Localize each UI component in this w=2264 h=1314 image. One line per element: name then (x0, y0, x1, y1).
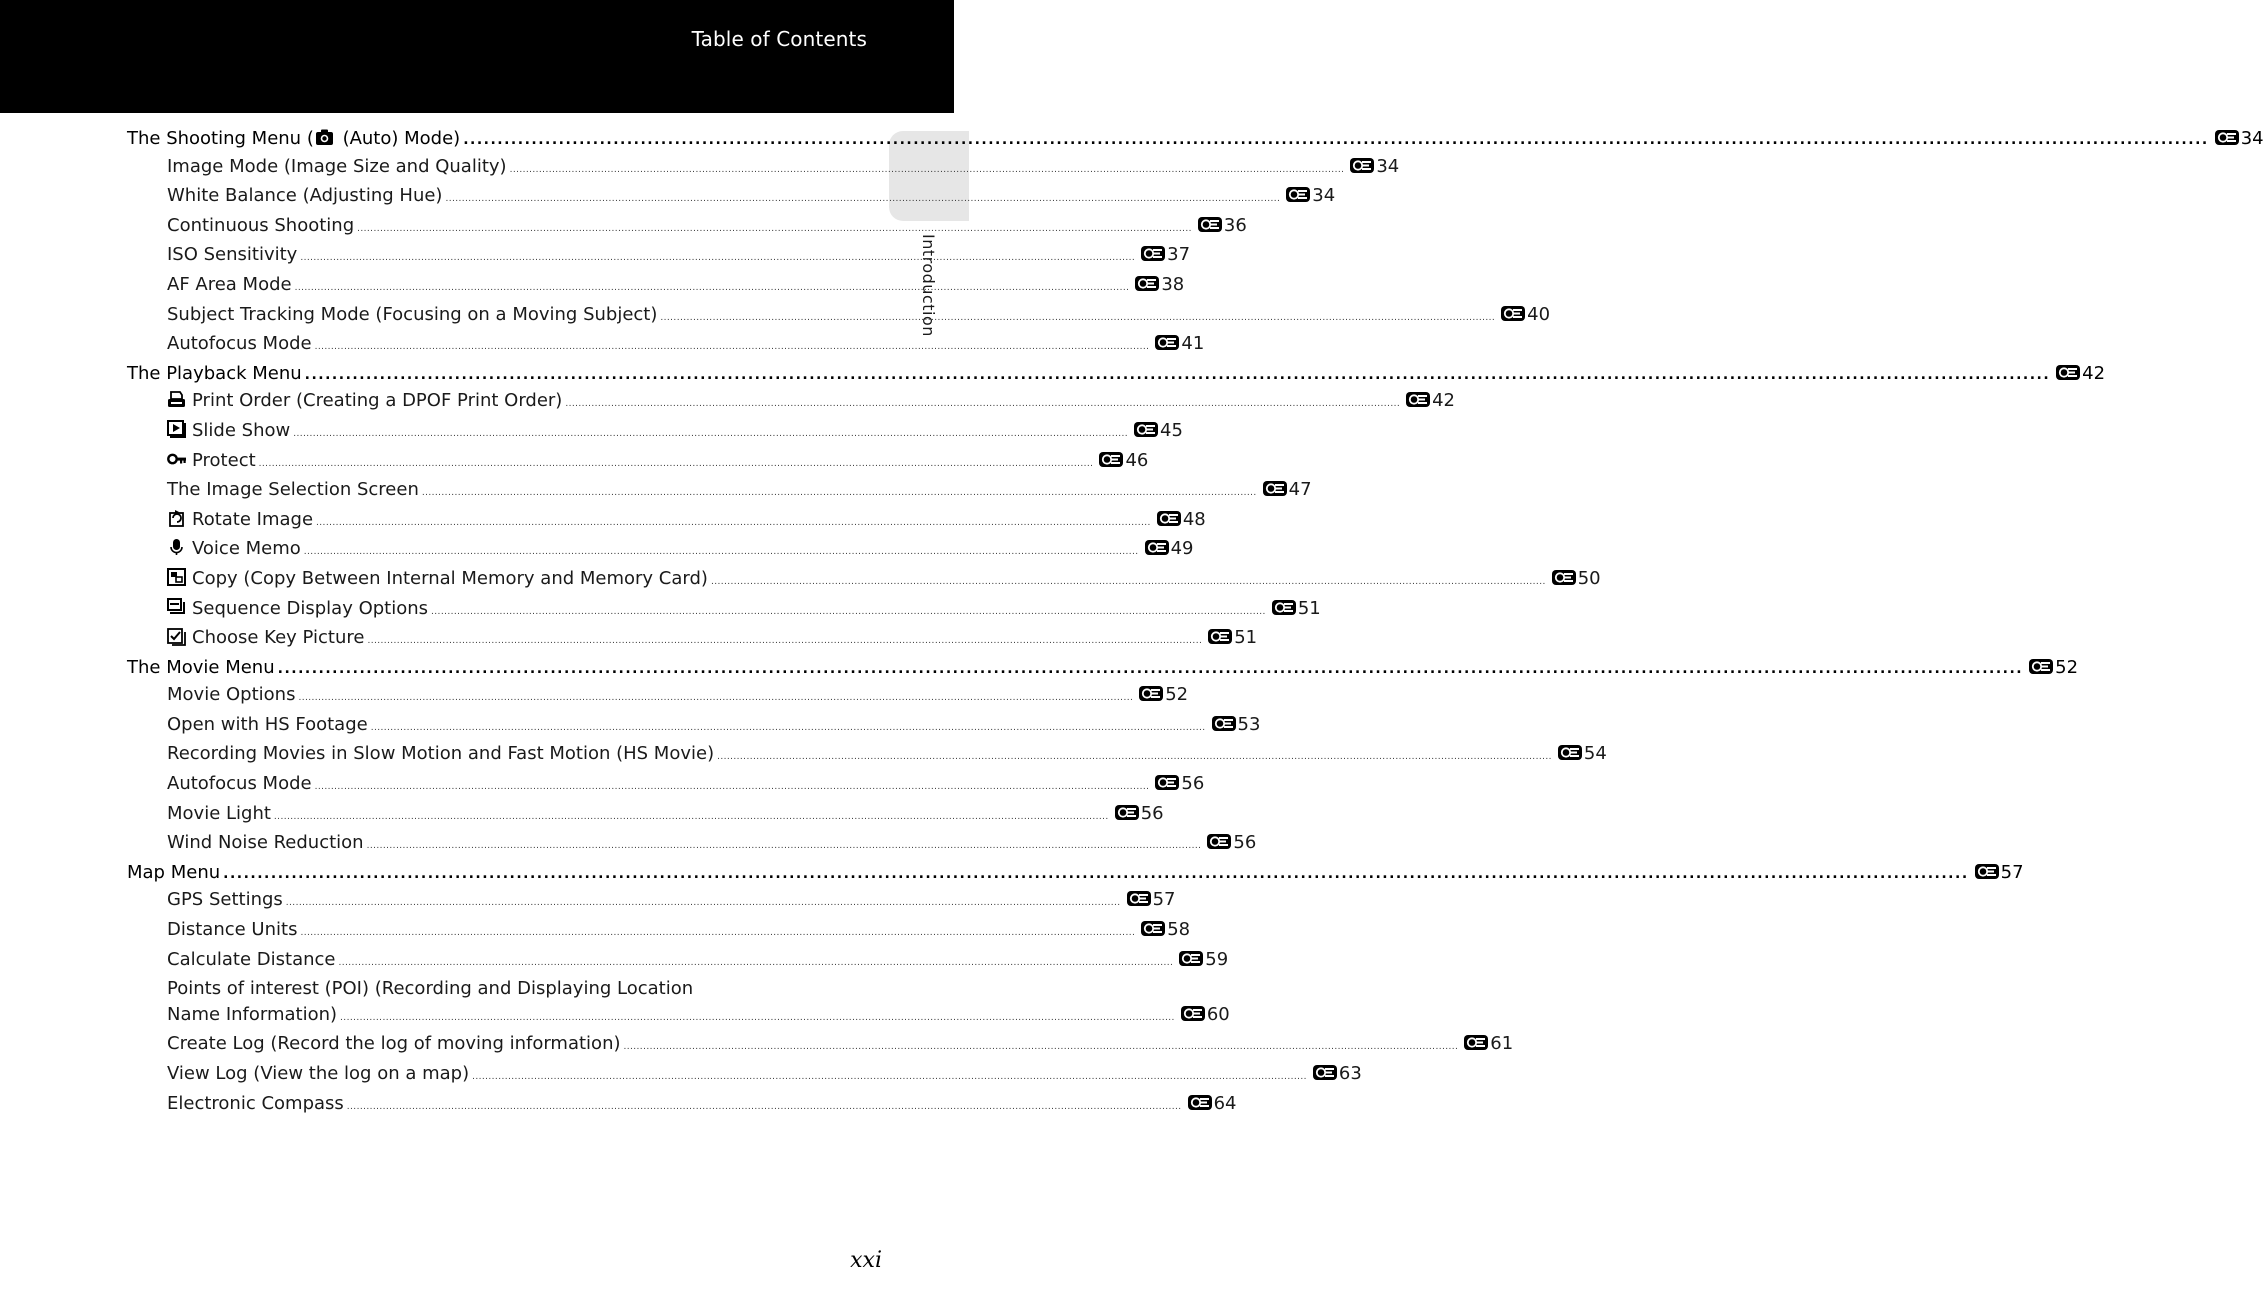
reference-section-icon (1208, 629, 1232, 644)
toc-entry-title-text: Open with HS Footage (167, 713, 368, 735)
dot-leader: ................................................................................................................................................................................................................................................................ (258, 458, 1094, 469)
toc-page-ref[interactable] (1139, 682, 1188, 708)
toc-entry-title (167, 741, 714, 767)
slide-show-icon (167, 420, 186, 438)
microphone-icon (167, 538, 186, 556)
toc-entry-title-text: Print Order (Creating a DPOF Print Order) (192, 390, 563, 412)
dot-leader: ................................................................................................................................................................................................................................................................ (294, 282, 1130, 293)
toc-entry-title-text: White Balance (Adjusting Hue) (167, 185, 443, 207)
page-number-value: 49 (1170, 538, 1194, 560)
toc-entry[interactable] (127, 1061, 1362, 1091)
toc-entry[interactable] (127, 712, 1261, 742)
toc-entry-title-text: Protect (192, 449, 256, 471)
toc-entry-title (127, 860, 220, 886)
toc-entry-title (167, 801, 271, 827)
page-number-value: 34 (1376, 155, 1400, 177)
reference-section-icon (1145, 540, 1169, 555)
toc-entry[interactable] (127, 741, 1607, 771)
toc-entry-title-text: The Image Selection Screen (167, 479, 419, 501)
dot-leader: ................................................................................................................................................................................................................................................................ (304, 366, 2051, 383)
reference-section-icon (1127, 891, 1151, 906)
dot-leader: ................................................................................................................................................................................................................................................................ (367, 636, 1203, 647)
toc-entry-title (167, 302, 657, 328)
dot-leader: ................................................................................................................................................................................................................................................................ (660, 312, 1496, 323)
toc-section[interactable] (127, 126, 2264, 154)
toc-page-ref[interactable] (1115, 801, 1164, 827)
toc-entry-title-text: Image Mode (Image Size and Quality) (167, 155, 507, 177)
toc-entry-title-part: The Shooting Menu ( (127, 128, 314, 149)
toc-entry-title (167, 1091, 344, 1117)
toc-entry[interactable] (127, 1091, 1237, 1121)
toc-entry-title-text: Autofocus Mode (167, 773, 312, 795)
reference-section-icon (1263, 481, 1287, 496)
protect-key-icon (167, 450, 186, 468)
toc-entry-title-text: Voice Memo (192, 538, 301, 560)
reference-section-icon (1181, 1006, 1205, 1021)
page-number-value: 57 (1152, 889, 1176, 911)
toc-entry-title-text: Sequence Display Options (192, 597, 429, 619)
toc-page-ref[interactable] (1558, 741, 1607, 767)
sequence-display-icon (167, 598, 186, 616)
page-number-value: 53 (1237, 713, 1261, 735)
toc-entry-title-line: Points of interest (POI) (Recording and Displaying Location (167, 978, 694, 1000)
toc-entry-title-text: Name Information) (167, 1003, 338, 1025)
toc-entry-title-text: The Movie Menu (127, 656, 275, 678)
toc-entry-title (127, 361, 302, 387)
page-number-value: 34 (1312, 185, 1336, 207)
rotate-image-icon (167, 509, 186, 527)
toc-entry-title-text: View Log (View the log on a map) (167, 1063, 470, 1084)
page-number-value: 42 (1432, 390, 1456, 412)
toc-section[interactable] (127, 860, 2024, 888)
toc-page-ref[interactable] (2056, 361, 2105, 387)
toc-page-ref[interactable] (1212, 712, 1261, 738)
toc-entry-title-text: GPS Settings (167, 889, 283, 911)
page-number-value: 60 (1206, 1003, 1230, 1025)
toc-entry-title-text: The Playback Menu (127, 362, 302, 384)
page-number-value: 47 (1288, 479, 1312, 501)
toc-entry-title (167, 154, 507, 180)
reference-section-icon (1141, 921, 1165, 936)
page-number-value: 48 (1182, 508, 1206, 530)
toc-entry[interactable] (127, 302, 1551, 332)
dot-leader: ................................................................................................................................................................................................................................................................ (370, 722, 1206, 733)
toc-section[interactable] (127, 655, 2079, 683)
toc-entry-title-text: Create Log (Record the log of moving information) (167, 1033, 621, 1055)
toc-entry-title (167, 712, 368, 738)
toc-page-ref[interactable] (1188, 1091, 1237, 1117)
toc-page-ref[interactable] (1263, 477, 1312, 503)
toc-entry-title (127, 126, 460, 152)
reference-section-icon (1406, 392, 1430, 407)
reference-section-icon (1552, 570, 1576, 585)
toc-entry-title-text: Slide Show (192, 419, 291, 441)
toc-page-ref[interactable] (1141, 242, 1190, 268)
toc-entry[interactable] (127, 183, 1336, 213)
dot-leader: ................................................................................................................................................................................................................................................................ (314, 342, 1150, 353)
toc-page-ref[interactable] (1286, 183, 1335, 209)
toc-entry-title (167, 272, 292, 298)
toc-page-ref[interactable] (1155, 331, 1204, 357)
toc-entry-title (167, 830, 364, 856)
toc-entry-title (167, 917, 297, 943)
toc-page-ref[interactable] (2215, 126, 2264, 152)
dot-leader: ................................................................................................................................................................................................................................................................ (717, 752, 1552, 763)
dot-leader: ................................................................................................................................................................................................................................................................ (366, 841, 1202, 852)
toc-entry-title-text: Electronic Compass (167, 1092, 344, 1114)
toc-entry-title (167, 596, 428, 622)
toc-page-ref[interactable] (1207, 830, 1256, 856)
reference-section-icon (1134, 422, 1158, 437)
reference-section-icon (1198, 217, 1222, 232)
page-number-value: 41 (1181, 333, 1205, 355)
page-header (0, 0, 954, 113)
toc-entry-title (167, 771, 312, 797)
toc-entry-title-text: Movie Light (167, 802, 271, 824)
reference-section-icon (1141, 246, 1165, 261)
toc-entry[interactable] (127, 625, 1258, 655)
dot-leader: ................................................................................................................................................................................................................................................................ (277, 660, 2024, 677)
toc-entry-title (167, 625, 364, 651)
toc-entry-title (167, 418, 290, 444)
toc-page-ref[interactable] (2029, 655, 2078, 681)
toc-entry[interactable] (127, 272, 1185, 302)
page-number-value: 59 (1205, 948, 1229, 970)
dot-leader: ................................................................................................................................................................................................................................................................ (509, 164, 1345, 175)
toc-entry[interactable] (127, 801, 1164, 831)
toc-entry[interactable] (127, 154, 1400, 184)
page-number-value: 40 (1527, 303, 1551, 325)
page-number-value: 56 (1140, 802, 1164, 824)
dot-leader: ................................................................................................................................................................................................................................................................ (346, 1101, 1182, 1112)
toc-entry[interactable] (127, 596, 1321, 626)
reference-section-icon (2215, 130, 2239, 145)
toc-page-ref[interactable] (1157, 507, 1206, 533)
toc-entry-title-text: Continuous Shooting (167, 214, 355, 236)
toc-page-ref[interactable] (1406, 388, 1455, 414)
reference-section-icon (1558, 745, 1582, 760)
dot-leader: ................................................................................................................................................................................................................................................................ (357, 223, 1192, 234)
reference-section-icon (1099, 452, 1123, 467)
toc-entry-title (167, 388, 562, 414)
toc-entry-title-text: Subject Tracking Mode (Focusing on a Moving Subject) (167, 303, 658, 325)
reference-section-icon (1157, 511, 1181, 526)
reference-section-icon (1135, 276, 1159, 291)
toc-page-ref[interactable] (1179, 947, 1228, 973)
page-number-value: 50 (1577, 567, 1601, 589)
toc-entry-title (167, 448, 256, 474)
toc-page-ref[interactable] (1552, 566, 1601, 592)
reference-section-icon (1155, 335, 1179, 350)
dot-leader: ................................................................................................................................................................................................................................................................ (431, 606, 1266, 617)
toc-page-ref[interactable] (1208, 625, 1257, 651)
toc-entry[interactable] (127, 418, 1183, 448)
toc-entry-title (167, 477, 419, 503)
page-number-value: 45 (1160, 419, 1183, 441)
toc-entry[interactable] (127, 1031, 1514, 1061)
toc-page-ref[interactable] (1155, 771, 1204, 797)
dot-leader: ................................................................................................................................................................................................................................................................ (285, 898, 1121, 909)
reference-section-icon (2029, 659, 2053, 674)
page-number-value: 64 (1213, 1092, 1237, 1114)
dot-leader: ................................................................................................................................................................................................................................................................ (293, 428, 1128, 439)
dot-leader: ................................................................................................................................................................................................................................................................ (445, 194, 1281, 205)
toc-page-ref[interactable] (1135, 272, 1184, 298)
camera-icon (315, 128, 334, 146)
toc-entry[interactable] (127, 771, 1205, 801)
toc-entry-title-text: Recording Movies in Slow Motion and Fast Motion (HS Movie) (167, 743, 715, 765)
toc-entry-title-text: Calculate Distance (167, 948, 336, 970)
toc-entry-title (167, 213, 354, 239)
toc-page-ref[interactable] (1975, 860, 2024, 886)
page-number-value: 52 (1165, 684, 1189, 706)
page-number-value: 56 (1233, 832, 1257, 854)
reference-section-icon (1212, 716, 1236, 731)
toc-entry-title-text: Movie Options (167, 684, 296, 706)
toc-entry[interactable] (127, 917, 1191, 947)
toc-entry-title-text: Map Menu (127, 861, 221, 883)
toc-entry[interactable] (127, 213, 1247, 243)
toc-entry-title (167, 242, 297, 268)
toc-entry-title-text: Copy (Copy Between Internal Memory and Memory Card) (192, 567, 708, 589)
toc-entry-title-text: Rotate Image (192, 508, 314, 530)
reference-section-icon (1155, 775, 1179, 790)
dot-leader: ................................................................................................................................................................................................................................................................ (463, 132, 2209, 148)
toc-entry-title (167, 947, 336, 973)
toc-entry-title (167, 1031, 621, 1057)
toc-entry[interactable] (127, 947, 1229, 977)
page-number-value: 37 (1167, 244, 1191, 266)
toc-entry-title (167, 1002, 337, 1028)
toc-entry[interactable] (127, 242, 1191, 272)
reference-section-icon (2056, 365, 2080, 380)
toc-entry-title (167, 331, 312, 357)
page-number-value: 52 (2055, 656, 2079, 678)
reference-section-icon (1501, 306, 1525, 321)
copy-icon (167, 568, 186, 586)
dot-leader: ................................................................................................................................................................................................................................................................ (340, 1012, 1175, 1023)
toc-entry[interactable] (127, 388, 1456, 418)
toc-entry-title (167, 566, 708, 592)
page-number-value: 56 (1181, 773, 1205, 795)
page-number-value: 42 (2082, 362, 2106, 384)
reference-section-icon (1313, 1065, 1337, 1080)
page-number-value: 57 (2000, 861, 2024, 883)
dot-leader: ................................................................................................................................................................................................................................................................ (303, 547, 1139, 558)
page-number-value: 61 (1490, 1033, 1514, 1055)
toc-entry-title (167, 536, 301, 562)
toc-entry-title-text: Distance Units (167, 919, 298, 941)
toc-entry-title (167, 507, 313, 533)
page-number-value: 63 (1338, 1063, 1362, 1084)
toc-page-ref[interactable] (1313, 1061, 1362, 1087)
toc-entry[interactable] (127, 536, 1194, 566)
toc-page-ref[interactable] (1127, 887, 1176, 913)
toc-entry-title (167, 1061, 469, 1087)
toc-page-ref[interactable] (1464, 1031, 1513, 1057)
toc-section[interactable] (127, 361, 2106, 389)
toc-entry[interactable] (127, 682, 1189, 712)
toc-page-ref[interactable] (1501, 302, 1550, 328)
toc-entry[interactable] (127, 448, 1149, 478)
page-number-value: 58 (1167, 919, 1191, 941)
toc-entry[interactable] (127, 976, 1230, 1031)
page-number: xxi (850, 1248, 882, 1273)
toc-page-ref[interactable] (1141, 917, 1190, 943)
dot-leader: ................................................................................................................................................................................................................................................................ (565, 399, 1401, 410)
reference-section-icon (1188, 1095, 1212, 1110)
dot-leader: ................................................................................................................................................................................................................................................................ (300, 253, 1136, 264)
page-number-value: 34 (2240, 128, 2264, 149)
dot-leader: ................................................................................................................................................................................................................................................................ (273, 811, 1109, 822)
header-title: Table of Contents (691, 27, 867, 51)
toc-entry-title-part: (Auto) Mode) (336, 128, 461, 149)
page-number-value: 36 (1223, 214, 1247, 236)
toc-entry-title (127, 655, 275, 681)
toc-entry-title (167, 183, 442, 209)
toc-entry-title (167, 682, 295, 708)
page-number-value: 54 (1583, 743, 1607, 765)
toc-page-ref[interactable] (1181, 1002, 1230, 1028)
dot-leader: ................................................................................................................................................................................................................................................................ (300, 928, 1136, 939)
dot-leader: ................................................................................................................................................................................................................................................................ (710, 576, 1546, 587)
dot-leader: ................................................................................................................................................................................................................................................................ (223, 865, 1969, 882)
toc-page-ref[interactable] (1272, 596, 1321, 622)
page-number-value: 38 (1161, 273, 1185, 295)
choose-key-picture-icon (167, 627, 186, 645)
dot-leader: ................................................................................................................................................................................................................................................................ (421, 488, 1257, 499)
reference-section-icon (1350, 158, 1374, 173)
toc-page-ref[interactable] (1198, 213, 1247, 239)
toc-page-ref[interactable] (1145, 536, 1194, 562)
section-tab-label: Introduction (919, 234, 938, 337)
print-order-icon (167, 390, 186, 408)
toc-entry-title-text: Wind Noise Reduction (167, 832, 364, 854)
toc-entry[interactable] (127, 887, 1176, 917)
dot-leader: ................................................................................................................................................................................................................................................................ (472, 1072, 1307, 1082)
reference-section-icon (1207, 834, 1231, 849)
page-number-value: 51 (1234, 627, 1258, 649)
reference-section-icon (1139, 686, 1163, 701)
dot-leader: ................................................................................................................................................................................................................................................................ (298, 693, 1134, 704)
toc-entry[interactable] (127, 566, 1601, 596)
toc-entry[interactable] (127, 477, 1312, 507)
reference-section-icon (1179, 951, 1203, 966)
toc-entry[interactable] (127, 507, 1206, 537)
dot-leader: ................................................................................................................................................................................................................................................................ (316, 517, 1151, 528)
toc-page-ref[interactable] (1099, 448, 1148, 474)
dot-leader: ................................................................................................................................................................................................................................................................ (338, 957, 1174, 968)
toc-entry-title-text: ISO Sensitivity (167, 244, 298, 266)
reference-section-icon (1272, 600, 1296, 615)
page-number-value: 46 (1125, 449, 1149, 471)
reference-section-icon (1286, 187, 1310, 202)
toc-entry[interactable] (127, 830, 1257, 860)
toc-entry-title (167, 887, 283, 913)
toc-page-ref[interactable] (1350, 154, 1399, 180)
toc-entry-title-text: Autofocus Mode (167, 333, 312, 355)
reference-section-icon (1975, 864, 1999, 879)
toc-entry-title-text: Choose Key Picture (192, 627, 365, 649)
toc-page-ref[interactable] (1134, 418, 1183, 444)
reference-section-icon (1115, 805, 1139, 820)
reference-section-icon (1464, 1035, 1488, 1050)
dot-leader: ................................................................................................................................................................................................................................................................ (623, 1042, 1459, 1053)
toc-entry[interactable] (127, 331, 1205, 361)
dot-leader: ................................................................................................................................................................................................................................................................ (314, 782, 1150, 793)
page-number-value: 51 (1297, 597, 1321, 619)
toc-entry-title-text: AF Area Mode (167, 273, 292, 295)
